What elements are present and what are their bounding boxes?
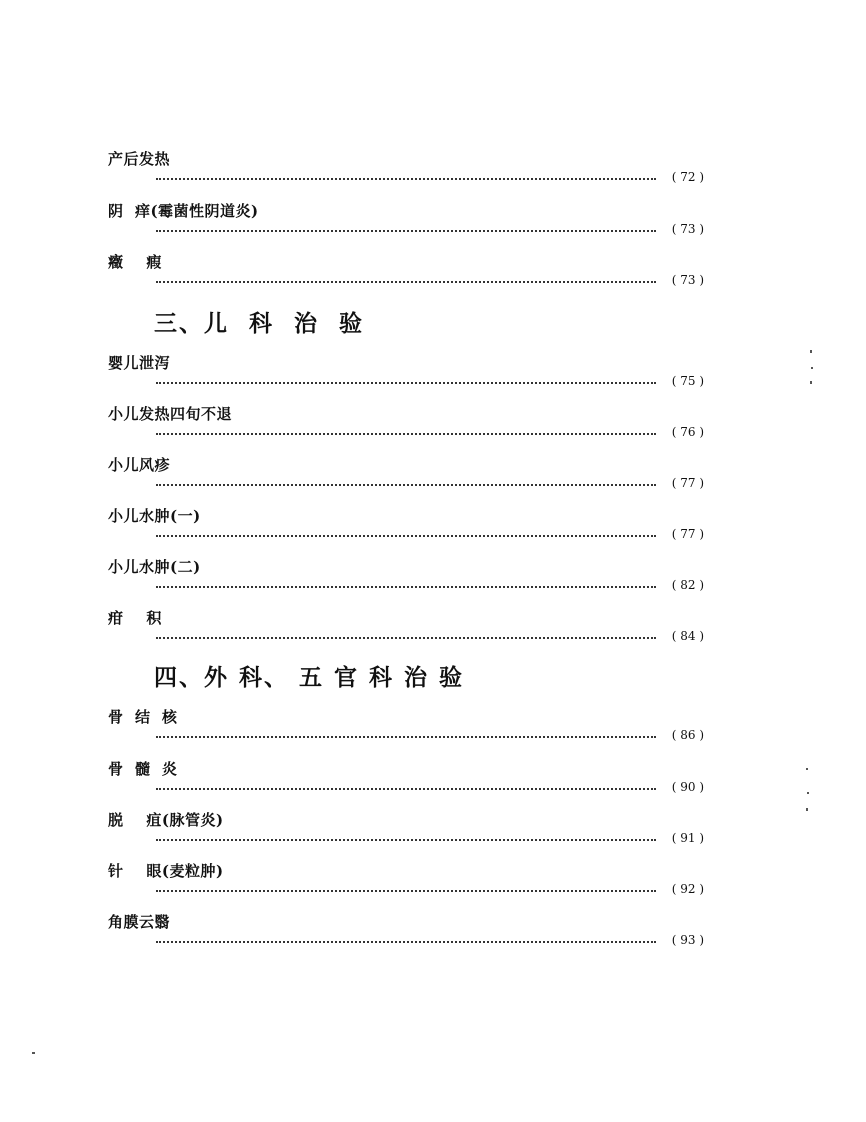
toc-entry-title: 阴 痒(霉菌性阴道炎)	[108, 202, 259, 220]
toc-entry	[108, 202, 704, 252]
scan-speck	[811, 367, 813, 369]
toc-entry-page: ( 75 )	[671, 374, 704, 388]
scan-speck	[806, 808, 808, 811]
dot-leader	[156, 839, 656, 841]
scan-speck	[810, 381, 812, 384]
dot-leader	[156, 586, 656, 588]
toc-entry	[108, 253, 704, 303]
section-heading-pediatrics: 三、儿 科 治 验	[154, 311, 365, 337]
toc-entry-title: 癥 瘕	[108, 253, 162, 271]
toc-entry	[108, 708, 704, 758]
dot-leader	[156, 736, 656, 738]
toc-entry-title: 骨 髓 炎	[108, 760, 178, 778]
toc-entry-page: ( 93 )	[671, 933, 704, 947]
toc-entry-page: ( 73 )	[671, 222, 704, 236]
toc-entry-page: ( 76 )	[671, 425, 704, 439]
toc-entry	[108, 760, 704, 810]
toc-entry-title: 骨 结 核	[108, 708, 178, 726]
toc-entry-title: 针 眼(麦粒肿)	[108, 862, 224, 880]
dot-leader	[156, 382, 656, 384]
toc-entry-page: ( 90 )	[671, 780, 704, 794]
dot-leader	[156, 941, 656, 943]
toc-entry-title: 小儿发热四旬不退	[108, 405, 233, 423]
toc-entry-page: ( 72 )	[671, 170, 704, 184]
toc-entry-title: 产后发热	[108, 150, 171, 168]
dot-leader	[156, 890, 656, 892]
toc-entry-title: 小儿水肿(二)	[108, 558, 201, 576]
toc-entry-page: ( 91 )	[671, 831, 704, 845]
toc-entry-page: ( 82 )	[671, 578, 704, 592]
toc-entry	[108, 862, 704, 912]
toc-entry-title: 小儿风疹	[108, 456, 171, 474]
toc-entry-title: 小儿水肿(一)	[108, 507, 201, 525]
scan-speck	[806, 768, 808, 770]
toc-entry-title: 脱 疽(脉管炎)	[108, 811, 224, 829]
toc-entry-title: 疳 积	[108, 609, 162, 627]
dot-leader	[156, 484, 656, 486]
toc-entry-page: ( 77 )	[671, 527, 704, 541]
toc-entry	[108, 405, 704, 455]
toc-entry	[108, 811, 704, 861]
toc-entry	[108, 609, 704, 659]
toc-entry-page: ( 86 )	[671, 728, 704, 742]
scan-speck	[32, 1052, 35, 1054]
section-heading-surgery-ent: 四、外 科、 五 官 科 治 验	[154, 665, 465, 691]
dot-leader	[156, 535, 656, 537]
toc-entry-page: ( 77 )	[671, 476, 704, 490]
toc-entry	[108, 456, 704, 506]
dot-leader	[156, 433, 656, 435]
toc-entry	[108, 150, 704, 200]
dot-leader	[156, 281, 656, 283]
dot-leader	[156, 637, 656, 639]
dot-leader	[156, 230, 656, 232]
toc-entry-title: 角膜云翳	[108, 913, 171, 931]
dot-leader	[156, 178, 656, 180]
toc-entry-title: 婴儿泄泻	[108, 354, 171, 372]
toc-entry-page: ( 92 )	[671, 882, 704, 896]
scan-speck	[810, 350, 812, 353]
scan-speck	[807, 792, 809, 794]
dot-leader	[156, 788, 656, 790]
toc-entry	[108, 558, 704, 608]
toc-entry-page: ( 73 )	[671, 273, 704, 287]
toc-entry	[108, 913, 704, 963]
toc-entry-page: ( 84 )	[671, 629, 704, 643]
toc-entry	[108, 354, 704, 404]
toc-entry	[108, 507, 704, 557]
